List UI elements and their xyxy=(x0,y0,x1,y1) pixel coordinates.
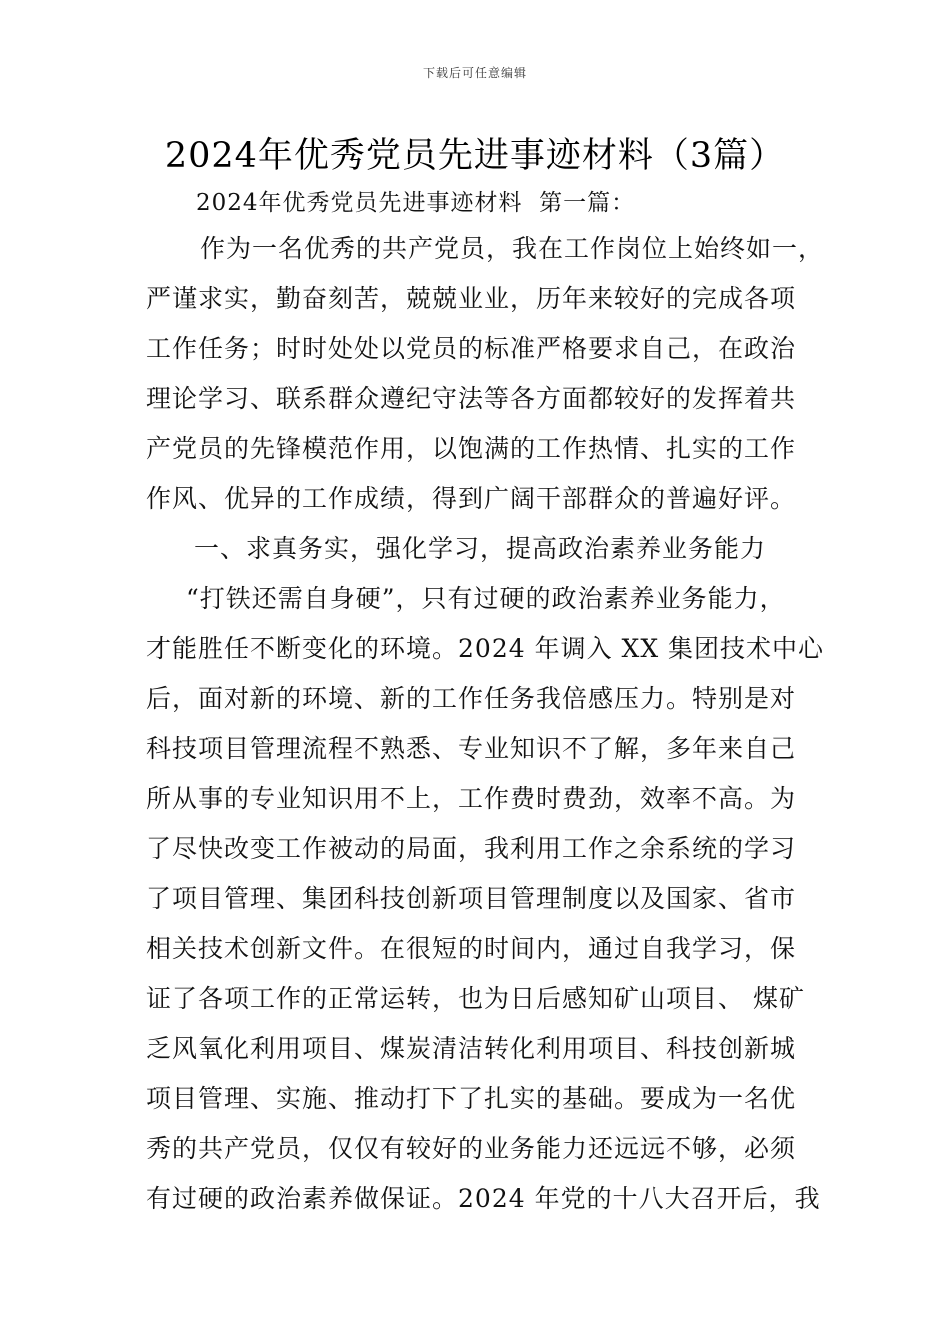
paragraph-line: 相关技术创新文件。在很短的时间内，通过自我学习，保 xyxy=(146,934,797,963)
paragraph-line: 后，面对新的环境、新的工作任务我倍感压力。特别是对 xyxy=(146,684,797,713)
paragraph-line: 乏风氧化利用项目、煤炭清洁转化利用项目、科技创新城 xyxy=(146,1034,797,1063)
paragraph-line: 工作任务；时时处处以党员的标准严格要求自己，在政治 xyxy=(146,334,797,363)
paragraph-line: 了项目管理、集团科技创新项目管理制度以及国家、省市 xyxy=(146,884,797,913)
paragraph-line: 严谨求实，勤奋刻苦，兢兢业业，历年来较好的完成各项 xyxy=(146,284,797,313)
paragraph-line: 有过硬的政治素养做保证。2024 年党的十八大召开后，我 xyxy=(146,1184,821,1213)
paragraph-line: 了尽快改变工作被动的局面，我利用工作之余系统的学习 xyxy=(146,834,797,863)
paragraph-line: 才能胜任不断变化的环境。2024 年调入 XX 集团技术中心 xyxy=(146,634,825,663)
paragraph-line: “打铁还需自身硬”，只有过硬的政治素养业务能力， xyxy=(186,584,786,613)
paragraph-line: 产党员的先锋模范作用，以饱满的工作热情、扎实的工作 xyxy=(146,434,797,463)
paragraph-line: 秀的共产党员，仅仅有较好的业务能力还远远不够，必须 xyxy=(146,1134,797,1163)
download-note: 下载后可任意编辑 xyxy=(422,66,527,80)
paragraph-line: 科技项目管理流程不熟悉、专业知识不了解，多年来自己 xyxy=(146,734,797,763)
document-title: 2024年优秀党员先进事迹材料（3篇） xyxy=(164,136,786,176)
paragraph-line: 项目管理、实施、推动打下了扎实的基础。要成为一名优 xyxy=(146,1084,797,1113)
paragraph-line: 证了各项工作的正常运转，也为日后感知矿山项目、 煤矿 xyxy=(146,984,805,1013)
section-heading: 一、求真务实，强化学习，提高政治素养业务能力 xyxy=(194,534,767,563)
paragraph-line: 作为一名优秀的共产党员，我在工作岗位上始终如一， xyxy=(200,234,825,263)
paragraph-line: 理论学习、联系群众遵纪守法等各方面都较好的发挥着共 xyxy=(146,384,797,413)
body-text xyxy=(146,224,826,1224)
section-subtitle: 2024年优秀党员先进事迹材料 第一篇： xyxy=(196,190,636,216)
paragraph-line: 作风、优异的工作成绩，得到广阔干部群众的普遍好评。 xyxy=(146,484,797,513)
paragraph-line: 所从事的专业知识用不上，工作费时费劲，效率不高。为 xyxy=(146,784,797,813)
